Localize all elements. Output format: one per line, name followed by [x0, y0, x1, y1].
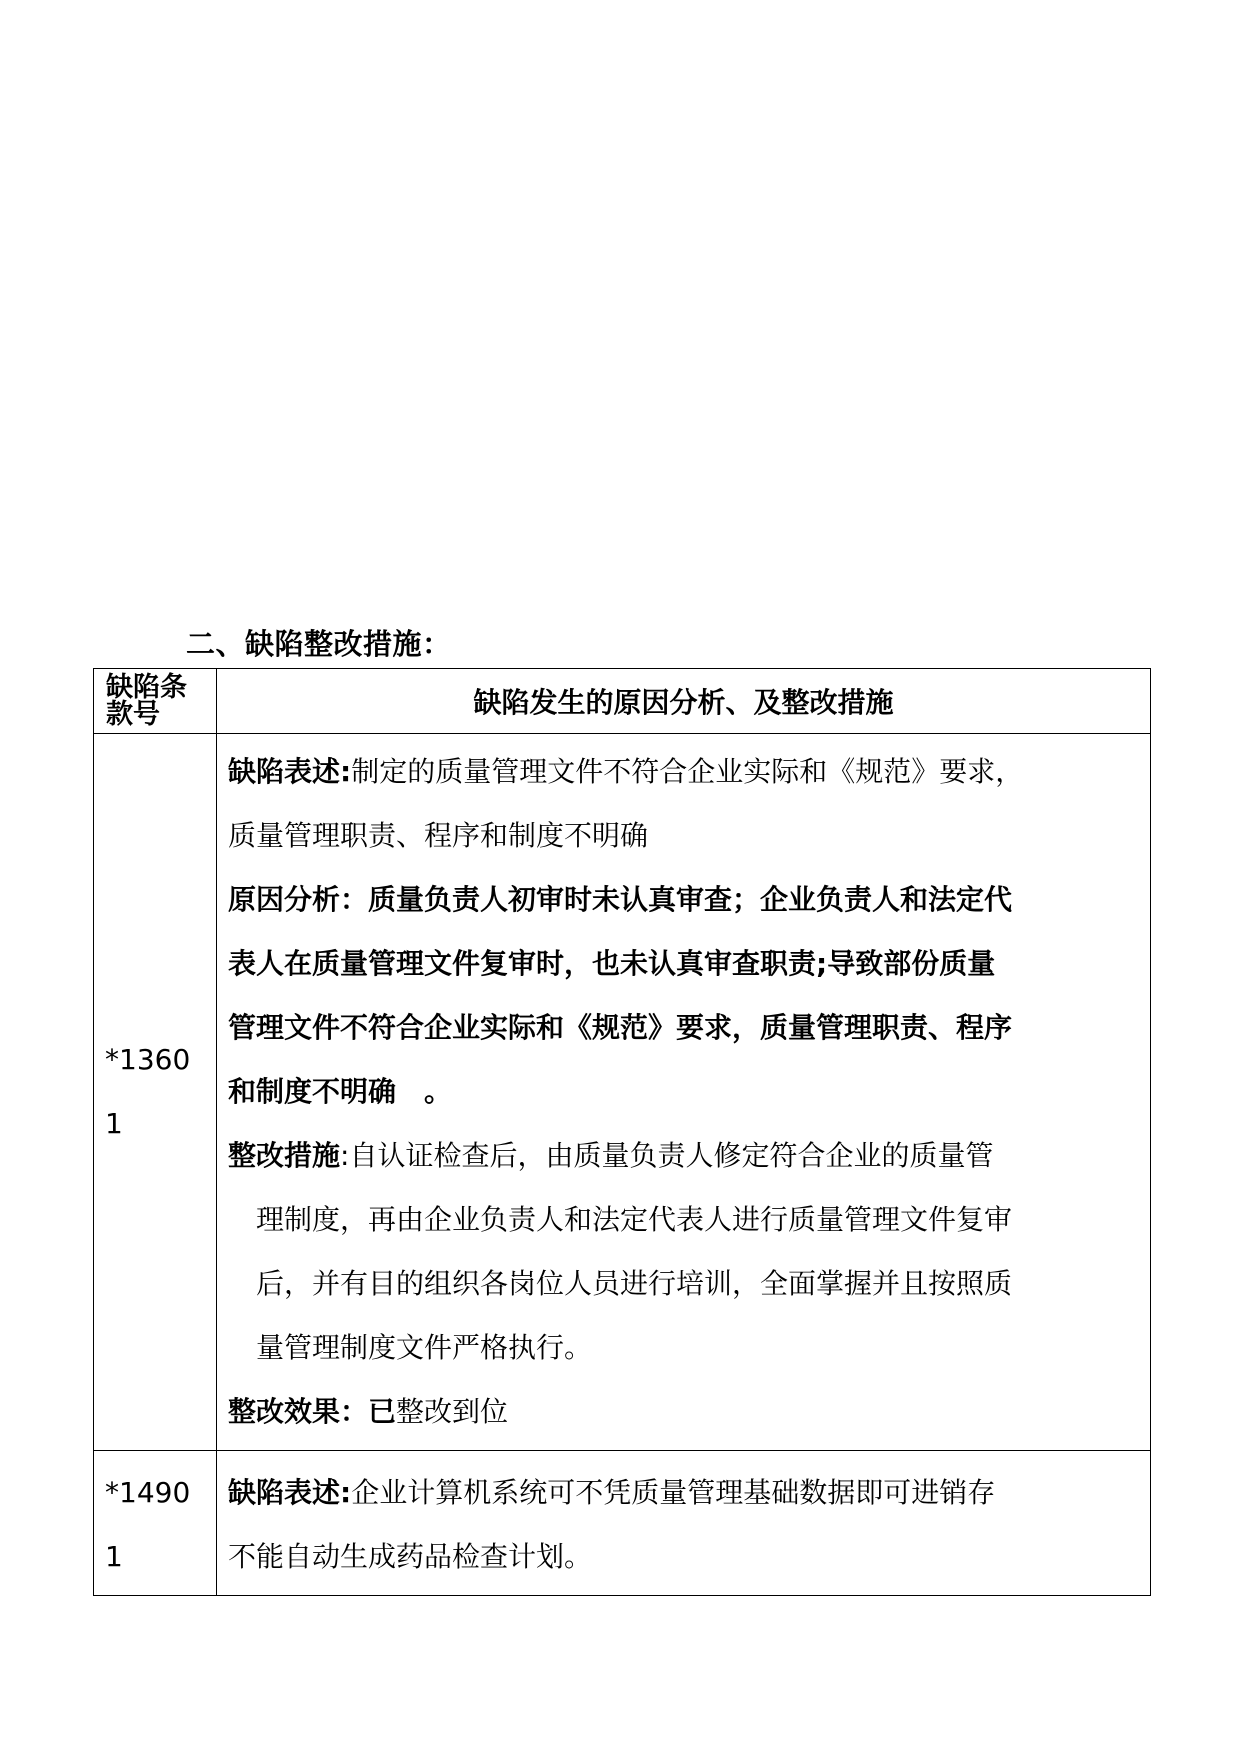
- defect-description-label: 缺陷表述:: [228, 1476, 352, 1509]
- rectification-result-text: 整改到位: [396, 1395, 509, 1428]
- table-header-row: [94, 669, 1151, 734]
- cause-analysis-line: 原因分析：质量负责人初审时未认真审查；企业负责人和法定代: [228, 883, 1013, 916]
- defect-description: [228, 1461, 1140, 1525]
- defect-description-cont: 质量管理职责、程序和制度不明确: [228, 819, 649, 852]
- header-clause-number: [94, 669, 217, 734]
- defect-description-text: 企业计算机系统可不凭质量管理基础数据即可进销存: [351, 1476, 996, 1509]
- corrective-measures: [228, 1124, 1140, 1188]
- cause-analysis-line: 和制度不明确 。: [228, 1075, 453, 1108]
- table-row: [94, 734, 1151, 1451]
- cause-analysis-line: 表人在质量管理文件复审时，也未认真审查职责;导致部份质量: [228, 947, 996, 980]
- analysis-cell: [217, 734, 1151, 1451]
- clause-code: [94, 1451, 217, 1596]
- corrective-measures-cont: 量管理制度文件严格执行。: [256, 1331, 593, 1364]
- table-row: [94, 1451, 1151, 1596]
- corrective-measures-cont: 理制度，再由企业负责人和法定代表人进行质量管理文件复审: [256, 1203, 1013, 1236]
- defect-description-text: 制定的质量管理文件不符合企业实际和《规范》要求，: [351, 755, 1024, 788]
- corrective-measures-label: 整改措施: [228, 1139, 341, 1172]
- defect-description-cont: 不能自动生成药品检查计划。: [228, 1540, 593, 1573]
- corrective-measures-text: :自认证检查后，由质量负责人修定符合企业的质量管: [340, 1139, 994, 1172]
- clause-code-line1: *1490: [105, 1476, 191, 1509]
- analysis-cell: [217, 1451, 1151, 1596]
- rectification-result-label: 整改效果：已: [228, 1395, 397, 1428]
- clause-code-line2: 1: [105, 1107, 123, 1140]
- header-analysis: 缺陷发生的原因分析、及整改措施: [217, 669, 1151, 734]
- header-clause-number-line2: 款号: [106, 699, 160, 730]
- cause-analysis-line: 管理文件不符合企业实际和《规范》要求，质量管理职责、程序: [228, 1011, 1013, 1044]
- clause-code-line1: *1360: [105, 1043, 191, 1076]
- header-clause-number-line1: 缺陷条: [106, 672, 187, 703]
- clause-code-line2: 1: [105, 1540, 123, 1573]
- rectification-result: [228, 1380, 1140, 1444]
- defect-table: [93, 668, 1151, 1596]
- defect-description: [228, 740, 1140, 804]
- clause-code: [94, 734, 217, 1451]
- corrective-measures-cont: 后，并有目的组织各岗位人员进行培训，全面掌握并且按照质: [256, 1267, 1013, 1300]
- section-heading: 二、缺陷整改措施：: [186, 627, 452, 661]
- defect-description-label: 缺陷表述:: [228, 755, 352, 788]
